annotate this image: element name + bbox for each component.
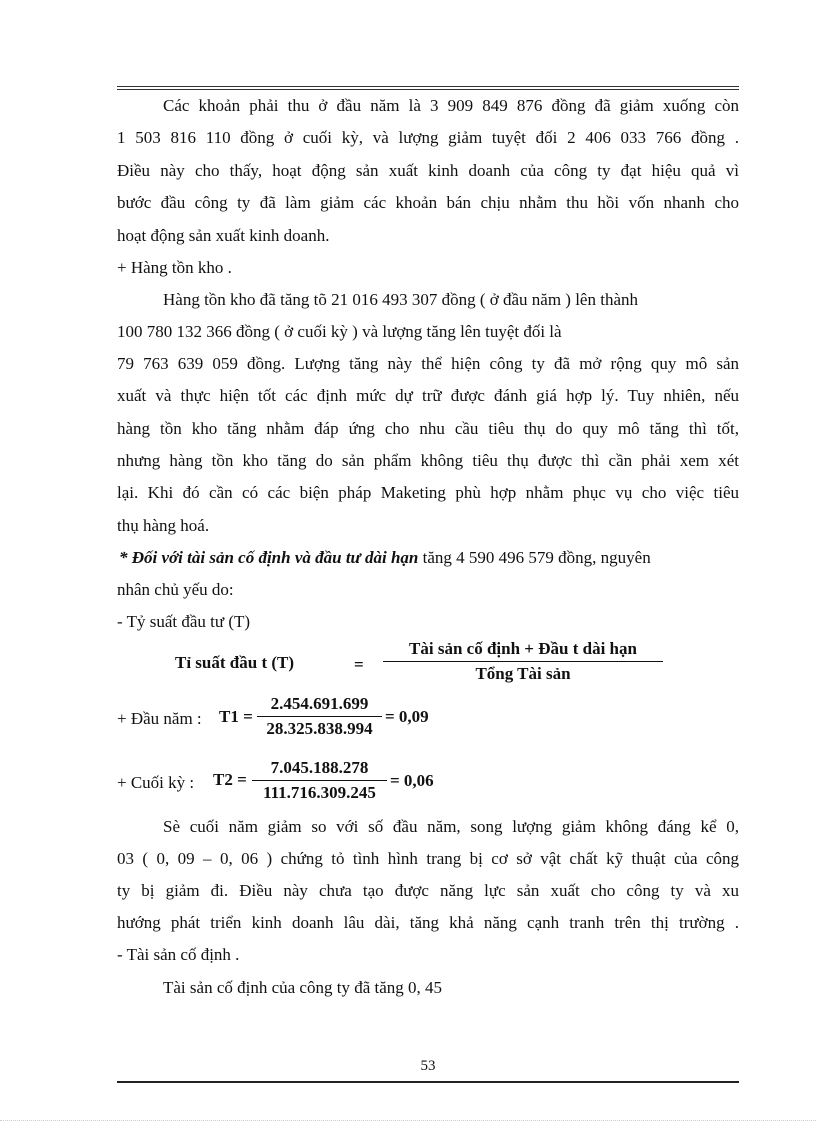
t2-result: = 0,06 xyxy=(390,771,434,790)
paragraph-line: hoạt động sản xuất kinh doanh. xyxy=(117,226,330,245)
paragraph-line: nhân chủ yếu do: xyxy=(117,580,234,599)
paragraph-line: thụ hàng hoá. xyxy=(117,516,210,535)
t1-name: T1 = xyxy=(219,707,253,726)
t2-fraction xyxy=(252,758,387,803)
paragraph-line: 1 503 816 110 đồng ở cuối kỳ, và lượng giảm tuyệt đối 2 406 033 766 đồng . xyxy=(117,128,739,147)
formula-denominator: Tổng Tài sản xyxy=(383,661,663,684)
paragraph-line: xuất và thực hiện tốt các định mức dự trữ được đánh giá hợp lý. Tuy nhiên, nếu xyxy=(117,386,739,405)
t1-label: + Đầu năm : xyxy=(117,709,202,728)
paragraph-line: ty bị giảm đi. Điều này chưa tạo được năng lực sản xuất cho công ty và xu xyxy=(117,881,739,900)
paragraph-line: Tài sản cố định của công ty đã tăng 0, 45 xyxy=(163,978,443,997)
paragraph-line: 03 ( 0, 09 – 0, 06 ) chứng tỏ tình hình trang bị cơ sở vật chất kỹ thuật của công xyxy=(117,849,739,868)
paragraph-line: Sè cuối năm giảm so với số đầu năm, song lượng giảm không đáng kể 0, xyxy=(163,817,739,836)
paragraph-line: 100 780 132 366 đồng ( ở cuối kỳ ) và lượng tăng lên tuyệt đối là xyxy=(117,322,562,341)
formula-equals: = xyxy=(354,655,364,674)
page-number: 53 xyxy=(420,1058,436,1074)
paragraph-line: nhưng hàng tồn kho tăng do sản phẩm không tiêu thụ được thì cần phải xem xét xyxy=(117,451,739,470)
paragraph-line: lại. Khi đó cần có các biện pháp Maketing phù hợp nhằm phục vụ cho việc tiêu xyxy=(117,483,739,502)
section-heading: + Hàng tồn kho . xyxy=(117,258,232,277)
paragraph-line: Điều này cho thấy, hoạt động sản xuất kinh doanh của công ty đạt hiệu quả vì xyxy=(117,161,739,180)
paragraph-line xyxy=(119,548,739,568)
t1-result: = 0,09 xyxy=(385,707,429,726)
section-heading: - Tài sản cố định . xyxy=(117,945,240,964)
t2-label: + Cuối kỳ : xyxy=(117,773,195,792)
paragraph-line: hàng tồn kho tăng nhằm đáp ứng cho nhu cầu tiêu thụ do quy mô tăng thì tốt, xyxy=(117,419,739,438)
bold-italic-heading: * Đối với tài sản cố định và đầu tư dài hạn xyxy=(119,548,419,567)
formula-fraction xyxy=(383,639,663,684)
paragraph-line: hướng phát triển kinh doanh lâu dài, tăng khả năng cạnh tranh trên thị trường . xyxy=(117,913,739,932)
t1-numerator: 2.454.691.699 xyxy=(270,694,369,713)
paragraph-line: Hàng tồn kho đã tăng tõ 21 016 493 307 đồng ( ở đầu năm ) lên thành xyxy=(163,290,638,309)
paragraph-line: Các khoản phải thu ở đầu năm là 3 909 849 876 đồng đã giảm xuống còn xyxy=(163,96,739,115)
t2-name: T2 = xyxy=(213,770,247,789)
t2-numerator: 7.045.188.278 xyxy=(270,758,369,777)
t1-fraction xyxy=(257,694,382,739)
section-heading: - Tỷ suất đầu tư (T) xyxy=(117,612,251,631)
t2-denominator: 111.716.309.245 xyxy=(252,780,387,803)
formula-lhs: Tỉ suất đầu t (T) xyxy=(175,653,295,672)
paragraph-line: bước đầu công ty đã làm giảm các khoản bán chịu nhằm thu hồi vốn nhanh cho xyxy=(117,193,739,212)
formula-numerator: Tài sản cố định + Đầu t dài hạn xyxy=(409,639,637,658)
paragraph-line: 79 763 639 059 đồng. Lượng tăng này thể hiện công ty đã mở rộng quy mô sản xyxy=(117,354,739,373)
t1-denominator: 28.325.838.994 xyxy=(257,716,382,739)
footer-rule xyxy=(117,1081,739,1083)
heading-rest: tăng 4 590 496 579 đồng, nguyên xyxy=(418,548,651,567)
page-edge xyxy=(0,1120,816,1121)
header-rule xyxy=(117,86,739,92)
